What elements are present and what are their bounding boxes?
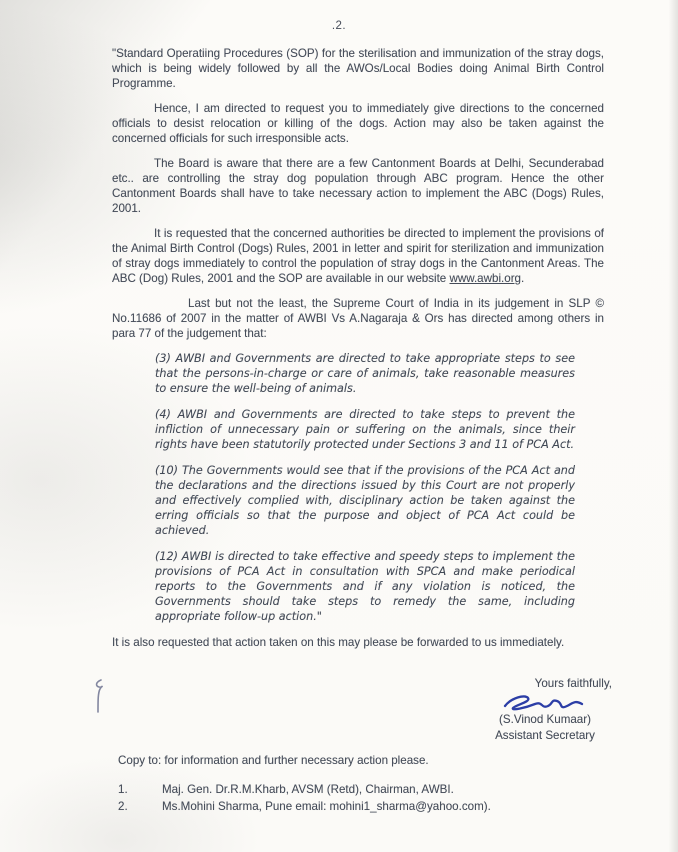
pen-mark-icon — [90, 676, 108, 718]
page-number: .2. — [331, 20, 347, 32]
valediction: Yours faithfully, — [534, 677, 612, 690]
paragraph-hence: Hence, I am directed to request you to immediately give directions to the concerned officials to desist relocation or killing of the dogs. Action may also be taken against the concerned officials for such irresponsible acts. — [112, 102, 604, 145]
judgement-quote-10: (10) The Governments would see that if the provisions of the PCA Act and the declarations and the directions issued by this Court are not properly and effectively complied with, disciplinary action be taken against the erring officials so that the purpose and object of PCA Act could be achieved. — [155, 464, 575, 537]
copy-item-number: 1. — [118, 783, 128, 796]
letter-body — [112, 46, 604, 650]
closing-line: It is also requested that action taken on this may please be forwarded to us immediately. — [112, 636, 565, 649]
paragraph-supreme-court: Last but not the least, the Supreme Court of India in its judgement in SLP © No.11686 of 2007 in the matter of AWBI Vs A.Nagaraja & Ors has directed among others in para 77 of the judgement that: — [112, 297, 604, 340]
copy-items — [118, 782, 538, 814]
paragraph-sop: "Standard Operatiing Procedures (SOP) for the sterilisation and immunization of the stray dogs, which is being widely followed by all the AWOs/Local Bodies doing Animal Birth Control Programme. — [112, 47, 604, 90]
paragraph-requested-period: . — [521, 272, 525, 285]
copy-item-text: Ms.Mohini Sharma, Pune email: mohini1_sharma@yahoo.com). — [162, 800, 491, 813]
paragraph-requested-text: It is requested that the concerned authorities be directed to implement the provisions of the Animal Birth Control (Dogs) Rules, 2001 in letter and spirit for sterilization and immunization of stray dogs immediately to control the population of stray dogs in the Cantonment Areas. The ABC (Dog) Rules, 2001 and the SOP are available in our website — [112, 227, 604, 285]
judgement-quote-4: (4) AWBI and Governments are directed to take steps to prevent the infliction of unnecessary pain or suffering on the animals, since their rights have been statutorily protected under Sections 3 and 11 of PCA Act. — [155, 408, 575, 451]
copy-item — [118, 782, 538, 797]
judgement-quote-3: (3) AWBI and Governments are directed to take appropriate steps to see that the persons-in-charge or care of animals, take reasonable measures to ensure the well-being of animals. — [155, 352, 575, 395]
website-link: www.awbi.org — [449, 272, 522, 285]
paragraph-requested — [112, 226, 604, 286]
copy-heading: Copy to: for information and further necessary action please. — [118, 754, 429, 767]
copy-item — [118, 799, 538, 814]
signature-block — [478, 676, 612, 744]
copy-item-number: 2. — [118, 800, 128, 813]
signatory-title: Assistant Secretary — [495, 729, 595, 742]
paragraph-board: The Board is aware that there are a few Cantonment Boards at Delhi, Secunderabad etc.. are controlling the stray dog population through ABC program. Hence the other Cantonment Boards shall have to take necessary action to implement the ABC (Dogs) Rules, 2001. — [112, 157, 604, 215]
copy-item-text: Maj. Gen. Dr.R.M.Kharb, AVSM (Retd), Chairman, AWBI. — [162, 783, 454, 796]
judgement-quote-12: (12) AWBI is directed to take effective and speedy steps to implement the provisions of PCA Act in consultation with SPCA and make periodical reports to the Governments and if any violation is noticed, the Governments should take steps to remedy the same, including appropriate follow-up action." — [155, 550, 575, 623]
copy-section — [118, 753, 538, 816]
signatory-name: (S.Vinod Kumaar) — [499, 713, 591, 726]
